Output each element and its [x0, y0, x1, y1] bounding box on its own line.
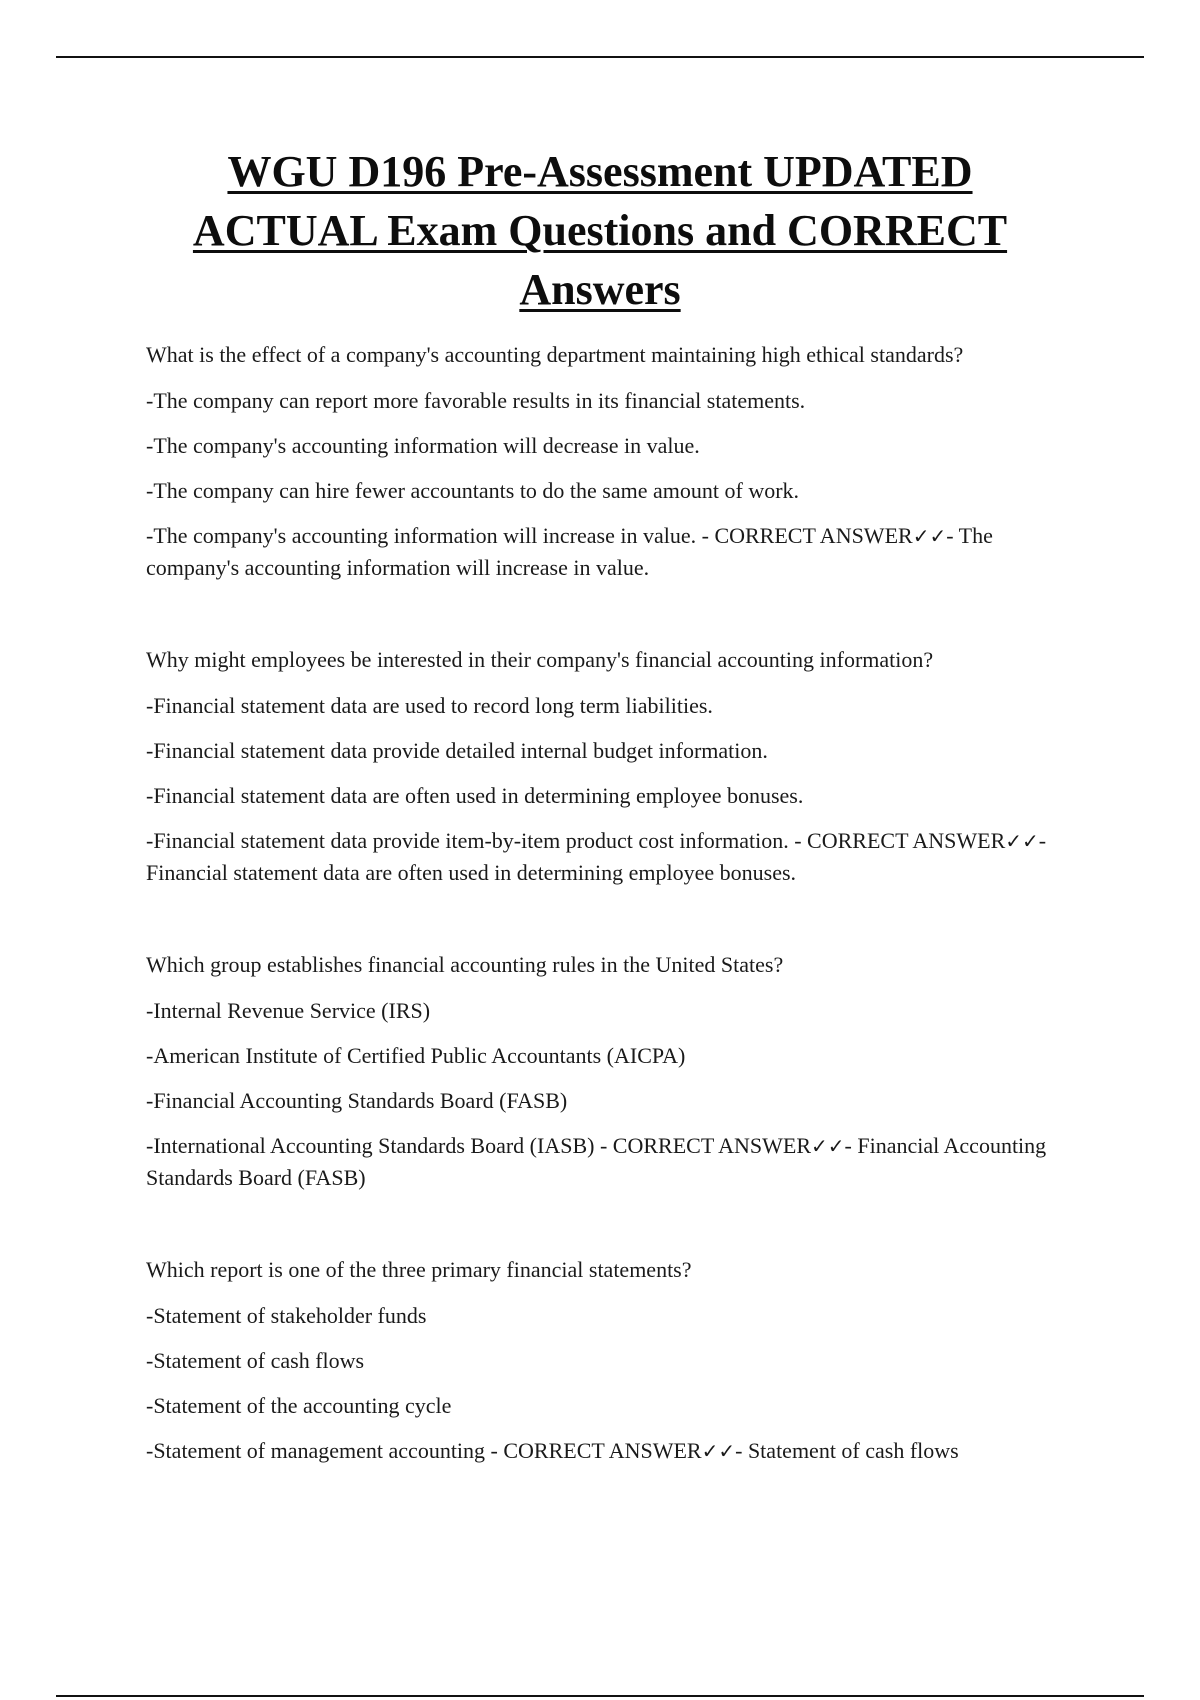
option-d-with-answer [146, 520, 1066, 584]
checkmark-icon: ✓✓ [701, 1439, 736, 1463]
document-title [100, 142, 1100, 319]
option-d-with-answer [146, 1130, 1066, 1194]
correct-answer-label: - CORRECT ANSWER [485, 1438, 702, 1463]
question-block-2 [146, 644, 1066, 889]
correct-answer-label: - CORRECT ANSWER [788, 828, 1006, 853]
correct-answer-label: - CORRECT ANSWER [594, 1133, 812, 1158]
option-d: -International Accounting Standards Board (IASB) [146, 1133, 595, 1158]
correct-answer-text: - Financial statement data are often used in determining employee bonuses. [146, 828, 1047, 885]
question-text: Why might employees be interested in their company's financial accounting information? [146, 647, 934, 672]
question-list [146, 339, 1066, 1527]
checkmark-icon: ✓✓ [912, 524, 947, 548]
option-d: -Financial statement data provide item-by-item product cost information. [146, 828, 789, 853]
option-d: -Statement of management accounting [146, 1438, 486, 1463]
option-d: -The company's accounting information will increase in value. [146, 523, 697, 548]
option-c: -Statement of the accounting cycle [146, 1393, 452, 1418]
option-a: -The company can report more favorable results in its financial statements. [146, 388, 806, 413]
checkmark-icon: ✓✓ [811, 1134, 845, 1158]
option-b: -The company's accounting information will decrease in value. [146, 433, 700, 458]
correct-answer-text: - The company's accounting information will increase in value. [146, 523, 993, 580]
option-c: -The company can hire fewer accountants to do the same amount of work. [146, 478, 800, 503]
correct-answer-label: - CORRECT ANSWER [696, 523, 913, 548]
top-rule [56, 56, 1144, 58]
title-line-3: Answers [519, 265, 681, 314]
option-b: -Financial statement data provide detailed internal budget information. [146, 738, 768, 763]
option-a: -Financial statement data are used to record long term liabilities. [146, 693, 713, 718]
question-text: Which report is one of the three primary financial statements? [146, 1257, 692, 1282]
bottom-rule [56, 1695, 1144, 1697]
checkmark-icon: ✓✓ [1005, 829, 1039, 853]
question-block-4 [146, 1254, 1066, 1467]
title-line-1: WGU D196 Pre-Assessment UPDATED [227, 147, 973, 196]
question-text: Which group establishes financial accounting rules in the United States? [146, 952, 784, 977]
option-b: -American Institute of Certified Public Accountants (AICPA) [146, 1043, 686, 1068]
option-d-with-answer [146, 1435, 1066, 1467]
title-line-2: ACTUAL Exam Questions and CORRECT [192, 206, 1008, 255]
option-b: -Statement of cash flows [146, 1348, 365, 1373]
correct-answer-text: - Financial Accounting Standards Board (FASB) [146, 1133, 1047, 1190]
question-text: What is the effect of a company's accounting department maintaining high ethical standards? [146, 342, 964, 367]
question-block-3 [146, 949, 1066, 1194]
question-block-1 [146, 339, 1066, 584]
option-a: -Statement of stakeholder funds [146, 1303, 427, 1328]
option-a: -Internal Revenue Service (IRS) [146, 998, 431, 1023]
option-c: -Financial statement data are often used in determining employee bonuses. [146, 783, 804, 808]
option-d-with-answer [146, 825, 1066, 889]
option-c: -Financial Accounting Standards Board (FASB) [146, 1088, 568, 1113]
correct-answer-text: - Statement of cash flows [735, 1438, 959, 1463]
